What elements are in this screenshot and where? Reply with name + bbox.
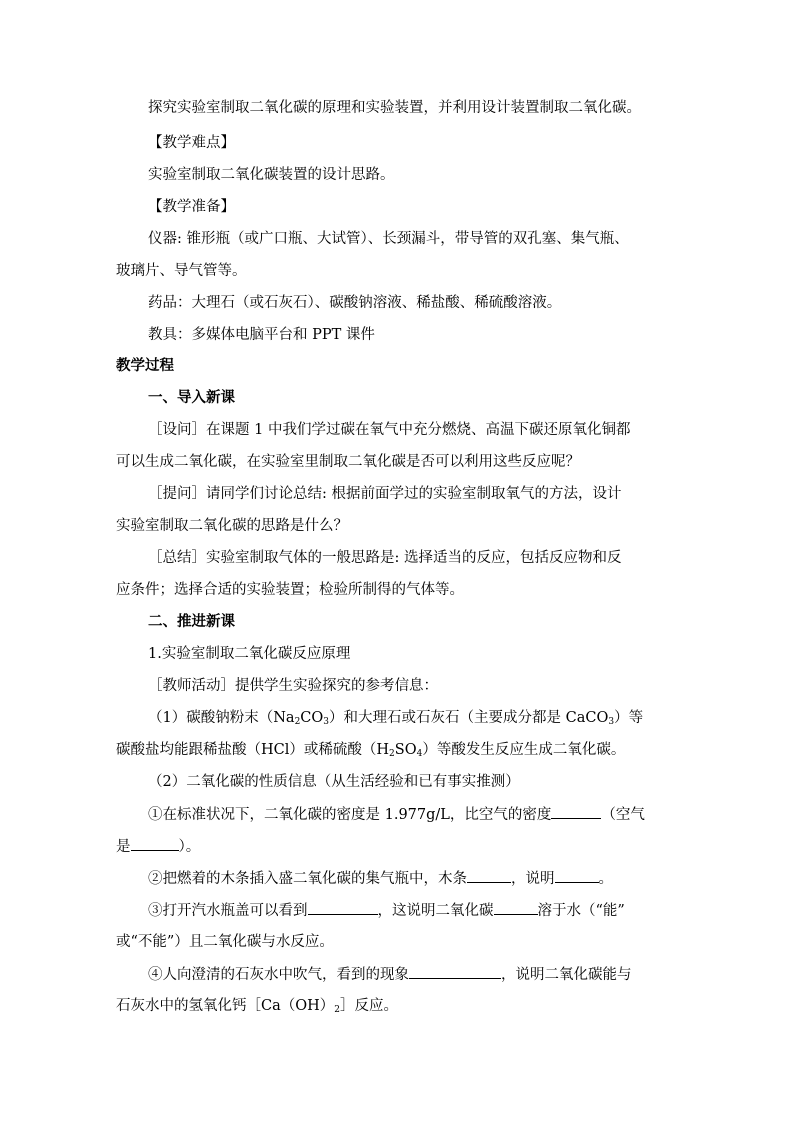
question-text: ［设问］在课题 1 中我们学过碳在氧气中充分燃烧、高温下碳还原氧化铜都 [148,422,631,438]
section-heading-difficulty: 【教学难点】 [148,135,235,151]
section-intro-heading: 一、导入新课 [148,389,235,406]
question-2: ②把燃着的木条插入盛二氧化碳的集气瓶中，木条 ，说明 。 [148,868,613,889]
teaching-process-heading: 教学过程 [116,357,174,374]
answer-blank[interactable] [308,900,378,915]
section-heading-preparation: 【教学准备】 [148,199,235,215]
question-text-cont: 可以生成二氧化碳，在实验室里制取二氧化碳是否可以利用这些反应呢？ [116,454,580,470]
answer-blank[interactable] [555,868,599,883]
answer-blank[interactable] [494,900,538,915]
section-new-lesson-heading: 二、推进新课 [148,613,235,630]
answer-blank[interactable] [551,804,601,819]
info-item-2: （2）二氧化碳的性质信息（从生活经验和已有事实推测） [148,774,520,790]
reagents-text: 药品：大理石（或石灰石）、碳酸钠溶液、稀盐酸、稀硫酸溶液。 [148,295,562,311]
answer-blank[interactable] [467,868,511,883]
objective-text: 探究实验室制取二氧化碳的原理和实验装置，并利用设计装置制取二氧化碳。 [148,100,641,116]
answer-blank[interactable] [131,836,179,851]
teaching-aids-text: 教具：多媒体电脑平台和 PPT 课件 [148,327,375,343]
question-1: ①在标准状况下，二氧化碳的密度是 1.977g/L，比空气的密度 （空气 [148,804,645,825]
prompt-text: ［提问］请同学们讨论总结: 根据前面学过的实验室制取氧气的方法，设计 [148,486,622,502]
summary-text-cont: 应条件；选择合适的实验装置；检验所制得的气体等。 [116,582,464,598]
info-item-1: （1）碳酸钠粉末$(Na_2CO_3)$和大理石或石灰石（主要成分都是 CaCO$_3$）等 [148,710,644,727]
question-3: ③打开汽水瓶盖可以看到 ，这说明二氧化碳 溶于水（“能” [148,900,625,921]
question-1-cont: 是 ）。 [116,836,200,857]
teacher-activity-text: ［教师活动］提供学生实验探究的参考信息： [148,678,438,694]
question-4-cont: 石灰水中的氢氧化钙$[Ca(OH)_2]$反应。 [116,998,399,1015]
question-4: ④人向澄清的石灰水中吹气，看到的现象 ，说明二氧化碳能与 [148,964,632,985]
instruments-text: 仪器: 锥形瓶（或广口瓶、大试管）、长颈漏斗，带导管的双孔塞、集气瓶、 [148,231,629,247]
instruments-text-cont: 玻璃片、导气管等。 [116,263,247,279]
difficulty-text: 实验室制取二氧化碳装置的设计思路。 [148,167,395,183]
info-item-1-cont: 碳酸盐均能跟稀盐酸（HCl）或稀硫酸$(H_2SO_4)$等酸发生反应生成二氧化碳。 [116,742,626,759]
question-3-cont: 或“不能”）且二氧化碳与水反应。 [116,934,334,950]
prompt-text-cont: 实验室制取二氧化碳的思路是什么？ [116,518,348,534]
summary-text: ［总结］实验室制取气体的一般思路是: 选择适当的反应，包括反应物和反 [148,550,622,566]
answer-blank[interactable] [409,964,501,979]
principle-subheading: 1.实验室制取二氧化碳反应原理 [148,646,351,662]
